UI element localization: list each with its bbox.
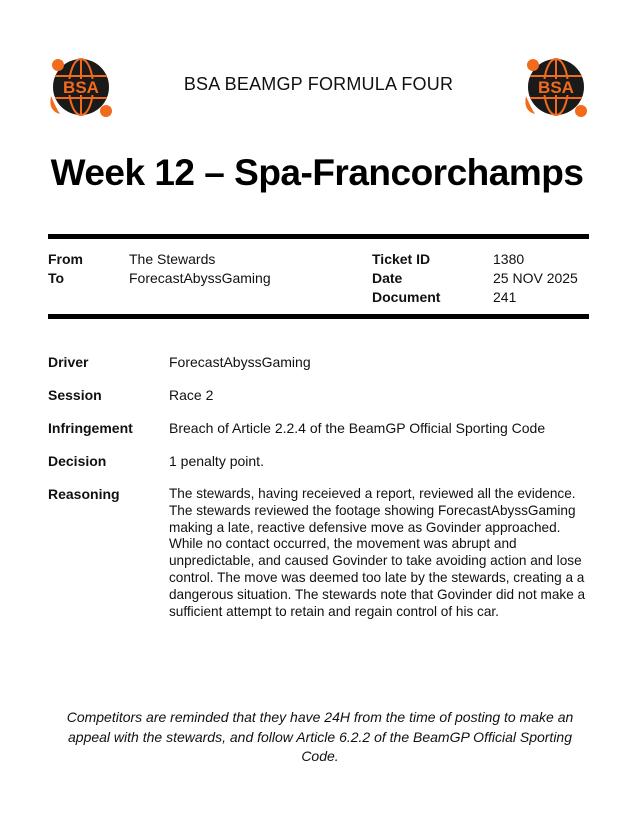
- to-label: To: [48, 270, 65, 286]
- infringement-label: Infringement: [48, 420, 133, 436]
- detail-row-session: [48, 387, 589, 404]
- detail-row-decision: [48, 453, 589, 470]
- document-label: Document: [372, 289, 441, 305]
- document-header: [48, 56, 589, 120]
- meta-row-document: [48, 288, 589, 307]
- infringement-value: Breach of Article 2.2.4 of the BeamGP Official Sporting Code: [169, 420, 546, 436]
- ticket-id-value: 1380: [493, 251, 525, 267]
- detail-row-reasoning: [48, 486, 589, 620]
- ticket-id-label: Ticket ID: [372, 251, 431, 267]
- meta-row-from: [48, 250, 589, 269]
- date-value: 25 NOV 2025: [493, 270, 578, 286]
- reasoning-label: Reasoning: [48, 486, 120, 502]
- detail-row-driver: [48, 354, 589, 371]
- to-value: ForecastAbyssGaming: [129, 270, 271, 286]
- decision-label: Decision: [48, 453, 107, 469]
- logo-text: BSA: [538, 78, 574, 97]
- document-value: 241: [493, 289, 517, 305]
- driver-label: Driver: [48, 354, 89, 370]
- reasoning-value: The stewards, having receieved a report, reviewed all the evidence. The stewards reviewed the footage showing ForecastAbyssGaming making a late, reactive defensive move as Govinder approached. While no contact occurred, the movement was abrupt and unpredictable, and caused Govinder to take avoiding action and lose control. The move was deemed too late by the stewards, creating a a dangerous situation. The stewards note that Govinder did not make a sufficient attempt to retain and regain control of his car.: [169, 486, 586, 619]
- date-label: Date: [372, 270, 403, 286]
- event-title: Week 12 – Spa-Francorchamps: [50, 152, 584, 193]
- session-label: Session: [48, 387, 102, 403]
- decision-value: 1 penalty point.: [169, 453, 264, 469]
- series-title: BSA BEAMGP FORMULA FOUR: [183, 74, 454, 94]
- from-value: The Stewards: [129, 251, 216, 267]
- appeal-notice: Competitors are reminded that they have 24H from the time of posting to make an appeal with the stewards, and follow Article 6.2.2 of the BeamGP Official Sporting Code.: [66, 709, 574, 764]
- bottom-divider: [48, 314, 589, 319]
- top-divider: [48, 234, 589, 239]
- from-label: From: [48, 251, 83, 267]
- logo-text: BSA: [63, 78, 99, 97]
- decision-details: [48, 354, 589, 636]
- meta-row-to: [48, 269, 589, 288]
- document-meta: [48, 250, 589, 307]
- driver-value: ForecastAbyssGaming: [169, 354, 311, 370]
- detail-row-infringement: [48, 420, 589, 437]
- bsa-globe-logo: [523, 56, 589, 118]
- session-value: Race 2: [169, 387, 214, 403]
